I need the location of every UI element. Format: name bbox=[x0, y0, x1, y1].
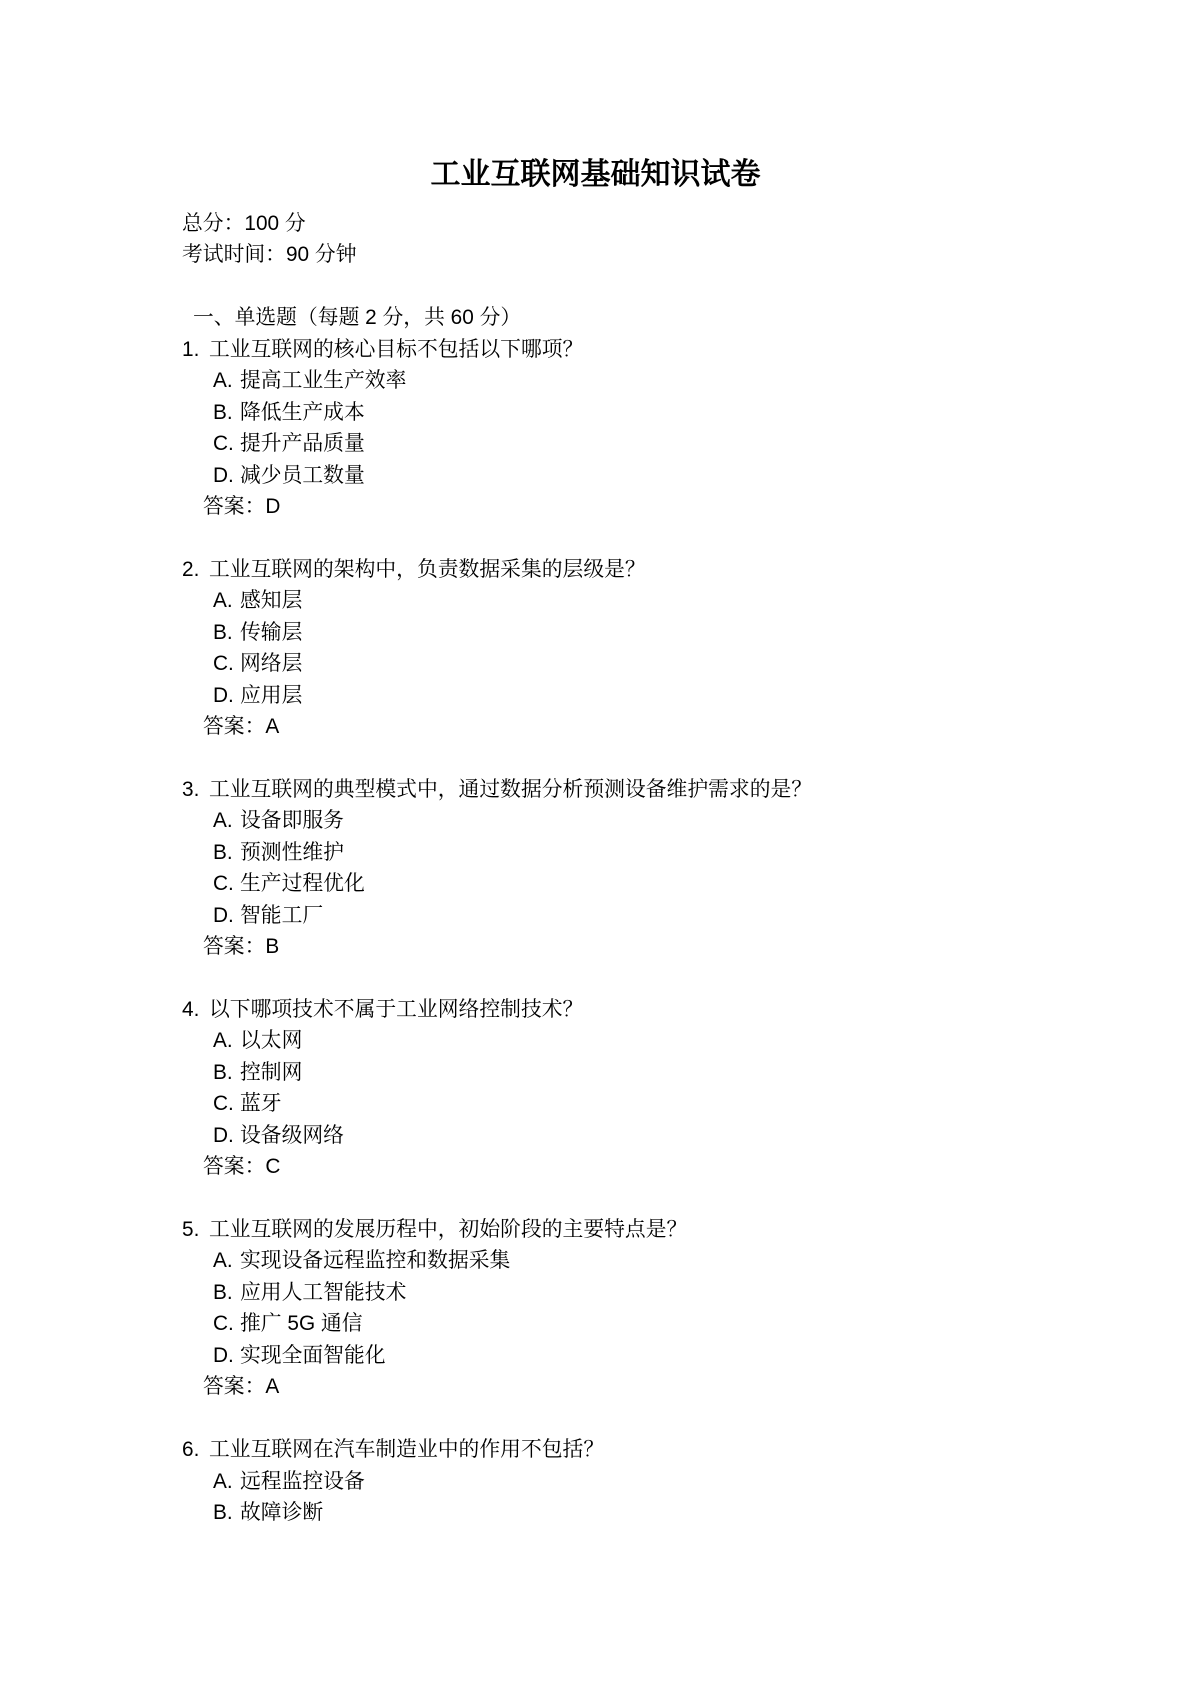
option-text: 蓝牙 bbox=[240, 1092, 282, 1116]
option-c bbox=[182, 1088, 1142, 1119]
question-number: 1. bbox=[182, 337, 200, 361]
section-heading: 一、单选题（每题 2 分，共 60 分） bbox=[193, 306, 522, 330]
answer-line bbox=[182, 711, 1142, 742]
option-b bbox=[182, 617, 1142, 648]
question-6 bbox=[182, 1434, 1142, 1528]
answer-line bbox=[182, 1151, 1142, 1182]
option-a bbox=[182, 805, 1142, 836]
option-label: A. bbox=[213, 809, 233, 833]
question-text: 以下哪项技术不属于工业网络控制技术？ bbox=[209, 997, 584, 1021]
question-5 bbox=[182, 1214, 1142, 1403]
option-text: 智能工厂 bbox=[240, 903, 324, 927]
question-stem bbox=[182, 334, 1142, 365]
option-d bbox=[182, 1120, 1142, 1151]
option-text: 控制网 bbox=[240, 1060, 303, 1084]
option-d bbox=[182, 460, 1142, 491]
question-text: 工业互联网的核心目标不包括以下哪项？ bbox=[209, 337, 584, 361]
option-label: B. bbox=[213, 1500, 233, 1524]
option-text: 推广 5G 通信 bbox=[240, 1312, 363, 1336]
answer-label: 答案： bbox=[203, 494, 266, 518]
option-label: C. bbox=[213, 432, 234, 456]
option-text: 提升产品质量 bbox=[240, 432, 365, 456]
answer-label: 答案： bbox=[203, 1155, 266, 1179]
option-b bbox=[182, 1057, 1142, 1088]
option-label: D. bbox=[213, 903, 234, 927]
question-text: 工业互联网在汽车制造业中的作用不包括？ bbox=[209, 1438, 605, 1462]
option-a bbox=[182, 1025, 1142, 1056]
answer-value: A bbox=[265, 715, 280, 738]
option-label: B. bbox=[213, 1280, 233, 1304]
option-label: B. bbox=[213, 1060, 233, 1084]
answer-value: A bbox=[265, 1375, 280, 1399]
option-a bbox=[182, 365, 1142, 396]
total-score: 总分：100 分 bbox=[182, 212, 306, 235]
question-number: 2. bbox=[182, 557, 200, 581]
option-label: B. bbox=[213, 620, 233, 644]
option-text: 故障诊断 bbox=[240, 1500, 324, 1524]
option-text: 设备级网络 bbox=[240, 1123, 344, 1147]
question-1 bbox=[182, 334, 1142, 523]
option-label: A. bbox=[213, 369, 233, 393]
option-text: 减少员工数量 bbox=[240, 463, 365, 487]
answer-value: C bbox=[265, 1155, 281, 1179]
blank-line bbox=[182, 271, 1142, 302]
option-text: 应用人工智能技术 bbox=[240, 1280, 407, 1304]
exam-content bbox=[182, 208, 1142, 1528]
option-text: 实现全面智能化 bbox=[240, 1343, 386, 1367]
exam-title: 工业互联网基础知识试卷 bbox=[430, 158, 761, 191]
option-label: A. bbox=[213, 1029, 233, 1053]
option-label: B. bbox=[213, 400, 233, 424]
answer-line bbox=[182, 931, 1142, 962]
question-2 bbox=[182, 554, 1142, 743]
answer-line bbox=[182, 491, 1142, 522]
question-number: 5. bbox=[182, 1218, 200, 1241]
option-label: C. bbox=[213, 652, 234, 676]
option-text: 远程监控设备 bbox=[240, 1469, 365, 1493]
question-stem bbox=[182, 1214, 1142, 1245]
answer-label: 答案： bbox=[203, 935, 266, 959]
option-text: 应用层 bbox=[240, 683, 303, 707]
option-label: A. bbox=[213, 1249, 233, 1273]
answer-label: 答案： bbox=[203, 1375, 266, 1399]
option-text: 感知层 bbox=[240, 589, 303, 613]
option-label: C. bbox=[213, 872, 234, 896]
option-b bbox=[182, 1277, 1142, 1308]
option-a bbox=[182, 1245, 1142, 1276]
option-b bbox=[182, 837, 1142, 868]
question-4 bbox=[182, 994, 1142, 1183]
option-d bbox=[182, 680, 1142, 711]
option-text: 生产过程优化 bbox=[240, 872, 365, 896]
option-text: 设备即服务 bbox=[240, 809, 344, 833]
option-label: D. bbox=[213, 683, 234, 707]
question-text: 工业互联网的典型模式中，通过数据分析预测设备维护需求的是？ bbox=[209, 777, 813, 801]
option-text: 预测性维护 bbox=[240, 840, 344, 864]
option-c bbox=[182, 868, 1142, 899]
option-label: D. bbox=[213, 463, 234, 487]
answer-value: B bbox=[265, 935, 280, 959]
option-text: 实现设备远程监控和数据采集 bbox=[240, 1249, 511, 1273]
question-number: 4. bbox=[182, 997, 200, 1021]
option-b bbox=[182, 1497, 1142, 1528]
option-label: D. bbox=[213, 1123, 234, 1147]
option-c bbox=[182, 1308, 1142, 1339]
answer-label: 答案： bbox=[203, 715, 266, 738]
option-text: 以太网 bbox=[240, 1029, 303, 1053]
option-label: C. bbox=[213, 1312, 234, 1336]
answer-line bbox=[182, 1371, 1142, 1402]
question-stem bbox=[182, 1434, 1142, 1465]
option-text: 传输层 bbox=[240, 620, 303, 644]
question-text: 工业互联网的发展历程中，初始阶段的主要特点是？ bbox=[209, 1218, 688, 1241]
question-number: 3. bbox=[182, 777, 200, 801]
exam-time: 考试时间：90 分钟 bbox=[182, 243, 357, 267]
option-label: C. bbox=[213, 1092, 234, 1116]
question-3 bbox=[182, 774, 1142, 963]
option-c bbox=[182, 648, 1142, 679]
question-stem bbox=[182, 994, 1142, 1025]
question-stem bbox=[182, 554, 1142, 585]
option-a bbox=[182, 1466, 1142, 1497]
option-text: 提高工业生产效率 bbox=[240, 369, 407, 393]
option-label: B. bbox=[213, 840, 233, 864]
option-text: 网络层 bbox=[240, 652, 303, 676]
option-label: A. bbox=[213, 589, 233, 613]
question-number: 6. bbox=[182, 1438, 200, 1462]
question-stem bbox=[182, 774, 1142, 805]
question-text: 工业互联网的架构中，负责数据采集的层级是？ bbox=[209, 557, 646, 581]
option-b bbox=[182, 397, 1142, 428]
option-a bbox=[182, 585, 1142, 616]
option-label: D. bbox=[213, 1343, 234, 1367]
option-c bbox=[182, 428, 1142, 459]
option-d bbox=[182, 900, 1142, 931]
answer-value: D bbox=[265, 494, 281, 518]
option-text: 降低生产成本 bbox=[240, 400, 365, 424]
option-d bbox=[182, 1340, 1142, 1371]
option-label: A. bbox=[213, 1469, 233, 1493]
